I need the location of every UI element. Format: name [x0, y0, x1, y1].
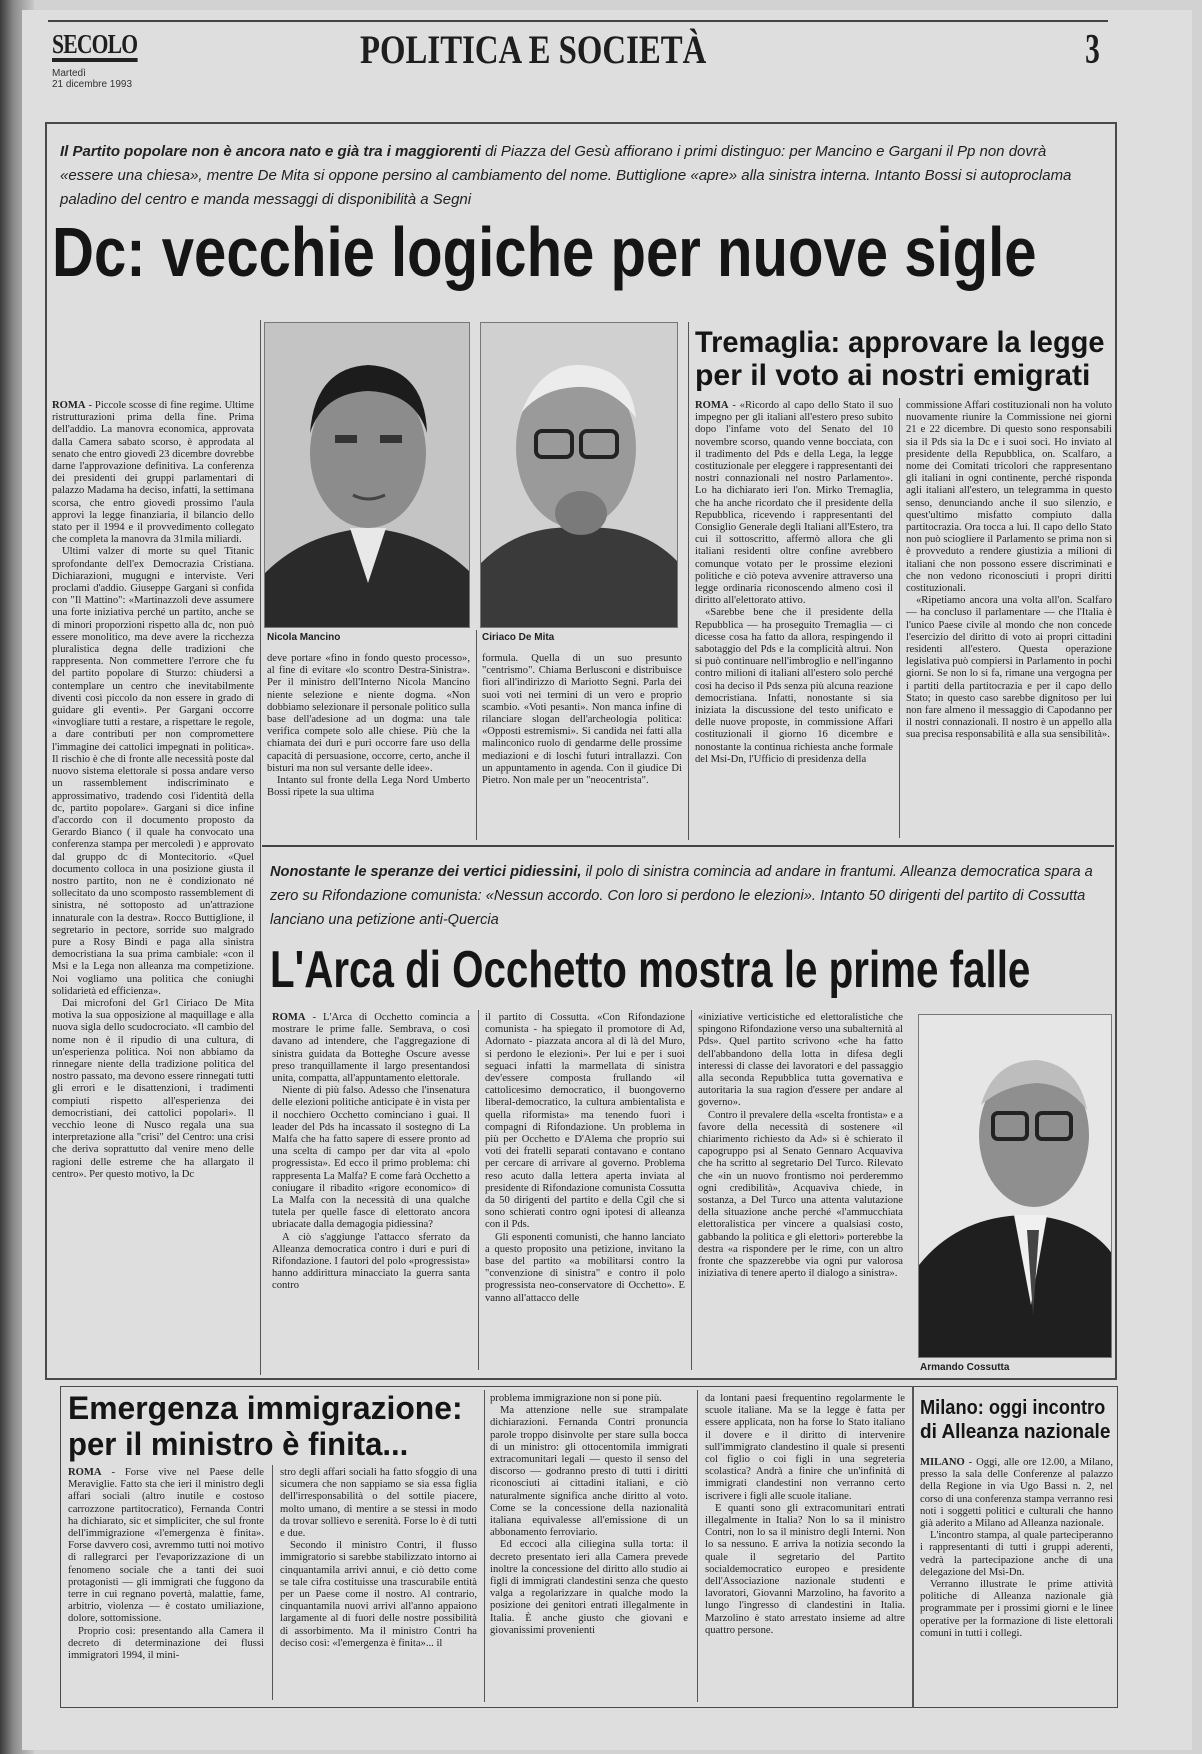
paragraph: Secondo il ministro Contri, il flusso immigratorio si sarebbe stabilizzato intorno ai cinquantamila arrivi annui, e ciò detto come se tale cifra costituisse una trascurabile entità per un Paese come il nostro. Al contrario, cinquantamila nuovi arrivi all'anno appaiono largamente al di fuori delle nostre possibilità di assorbimento. Ma il ministro Contri ha deciso così: «l'emergenza è finita»... il — [280, 1540, 477, 1649]
paragraph: il partito di Cossutta. «Con Rifondazione comunista - ha spiegato il promotore di Ad, Adornato - piazzata ancora al di là del Muro, si perdono le elezioni». Per lui e per i suoi seguaci infatti la marmellata di sinistra dev'essere composta frullando «il cattolicesimo democratico, il buongoverno liberal-democratico, la cultura ambientalista e quella riformista» ma tenendo fuori i compagni di Rifondazione. Un problema in più per Occhetto e D'Alema che proprio sui voti dei fratelli separati contavano e contano per cercare di arrivare al governo. Problema reso acuto dalla lettera aperta inviata al presidente di Rifondazione comunista Cossutta da 50 dirigenti del partito e della Cgil che si sono schierati contro ogni ipotesi di alleanza con il Pds. — [485, 1012, 685, 1231]
occhetto-column-1 — [272, 1012, 470, 1368]
intro-text: il polo di sinistra comincia ad andare in frantumi. Alleanza democratica spara a zero su Rifondazione comunista: «Nessun accordo. Con loro si perdono le elezioni». Intanto 50 dirigenti del partito di Cossutta lanciano una petizione anti-Quercia — [270, 864, 1093, 928]
intro-text: di Piazza del Gesù affiorano i primi distinguo: per Mancino e Gargani il Pp non dovrà «essere una chiesa», mentre De Mita si oppone persino al cambiamento del nome. Buttiglione «apre» alla sinistra interna. Intanto Bossi si autoproclama paladino del centro e manda messaggi di disponibilità a Segni — [60, 143, 1072, 208]
immigrazione-column-3 — [490, 1393, 688, 1697]
paragraph: «Ripetiamo ancora una volta all'on. Scalfaro — ha concluso il parlamentare — che l'Italia è l'unico Paese civile al mondo che non concede l'esercizio del diritto di voto ai propri cittadini residenti all'estero. Questa operazione legislativa può compiersi in Parlamento in pochi giorni. Se non lo si fa, rimane una vergogna per i partiti della partitocrazia e per il capo dello Stato; in questo caso sarebbe dignitoso per lui non fare almeno il messaggio di Capodanno per il nostri connazionali. Il nostro è un appello alla sua precisa responsabilità e alla sua sensibilità». — [906, 595, 1112, 741]
paragraph: Intanto sul fronte della Lega Nord Umberto Bossi ripete la sua ultima — [267, 775, 470, 799]
dateline: ROMA — [52, 400, 86, 411]
dateline: ROMA — [695, 400, 729, 411]
paragraph-text: - L'Arca di Occhetto comincia a mostrare le prime falle. Sembrava, o così davano ad intendere, che l'aggregazione di sinistra guidata da Botteghe Oscure avesse preso tranquillamente il largo presentandosi unita, compatta, all'appuntamento elettorale. — [272, 1012, 470, 1085]
paragraph: E quanti sono gli extracomunitari entrati illegalmente in Italia? Non lo sa il ministro Contri, non lo sa il ministro degli Interni. Non lo sa nessuno. E arriva la notizia secondo la quale il segretario del Partito socialdemocratico europeo e presidente dell'Associazione nazionale studenti e lavoratori, Giovanni Marzolino, ha favorito a lungo l'ingresso di clandestini in Italia. Marzolino è stato arrestato insieme ad altre quattro persone. — [705, 1502, 905, 1636]
dc-article-intro — [60, 140, 1090, 212]
paragraph: Gli esponenti comunisti, che hanno lanciato a questo proposito una petizione, invitano la base del partito «a mobilitarsi contro la "convenzione di sinistra" e contro il polo progressista neo-conservatore di Occhetto». E vanno all'attacco delle — [485, 1231, 685, 1304]
paragraph — [52, 400, 254, 546]
section-rule — [262, 845, 1114, 847]
paragraph: da lontani paesi frequentino regolarmente le scuole italiane. Ma se la legge è fatta per essere applicata, non ha forse lo Stato italiano il dovere e il diritto di intervenire sull'immigrato clandestino il quale si presenti col figlio o coi figli in una segreteria scolastica? Andrà a finire che un'infinità di immigrati clandestini non verranno certo iscrivere i figli alle scuole italiane. — [705, 1393, 905, 1502]
milano-headline — [920, 1396, 1112, 1444]
paragraph: Ma attenzione nelle sue strampalate dichiarazioni. Fernanda Contri pronuncia parole troppo disinvolte per stare sulla bocca di un ministro: gli ottocentomila immigrati extracomunitari legali — questo il senso del discorso — godranno presto di tutti i diritti riconosciuti ai cittadini italiani, e ciò naturalmente significa anche diritto al voto. Come se la concessione della nazionalità italiana equivalesse all'emissione di un abbonamento ferroviario. — [490, 1405, 688, 1539]
paragraph: «Sarebbe bene che il presidente della Repubblica — ha proseguito Tremaglia — ci dicesse cosa ha fatto da allora, respingendo il sabotaggio del Pds e la complicità altrui. Non si può continuare nell'imbroglio e nell'inganno contro milioni di italiani all'estero solo perché così ha deciso il Pds senza più alcuna reazione democristiana. Infatti, nonostante si sia iniziata la discussione del testo unificato e delle nuove proposte, in commissione Affari costituzionali il giorno 16 dicembre e nonostante la continua richiesta anche formale del Msi-Dn, l'Ufficio di presidenza della — [695, 607, 893, 765]
column-divider — [899, 398, 900, 838]
paragraph-text: - Piccole scosse di fine regime. Ultime ristrutturazioni prima della fine. Prima dell'addio. La manovra economica, approvata dalla Camera sabato scorso, è approdata al senato che entro giovedì 23 dicembre dovrebbe darne l'approvazione definitiva. La conferenza dei presidenti dei gruppi parlamentari di palazzo Madama ha deciso, infatti, la settimana scorsa, che entro giovedì prossimo l'aula approvi la legge finanziaria, il bilancio dello stato per il 1994 e il provvedimento collegato che completa la manovra da 31mila miliardi. — [52, 400, 254, 546]
dateline: MILANO — [920, 1457, 965, 1468]
weekday: Martedì — [52, 68, 86, 79]
paragraph: problema immigrazione non si pone più. — [490, 1393, 662, 1404]
tremaglia-column-2 — [906, 400, 1112, 838]
dc-column-1 — [52, 400, 254, 1360]
column-divider — [912, 1386, 914, 1708]
paragraph — [920, 1457, 1113, 1530]
paragraph — [695, 400, 893, 607]
occhetto-headline-wrap — [270, 940, 1070, 1000]
portrait-image — [481, 323, 678, 628]
dateline: ROMA — [272, 1012, 306, 1023]
newspaper-logo: SECOLO — [52, 30, 137, 62]
column-divider — [260, 320, 261, 1375]
intro-lead: Nonostante le speranze dei vertici pidiessini, — [270, 864, 582, 880]
paragraph: Contro il prevalere della «scelta frontista» e a favore della necessità di sostenere «il chiarimento richiesto da Ad» si è schierato il capogruppo psi al Senato Gennaro Acquaviva che ha scritto al segretario Del Turco. Rilevato che «in un nuovo frontismo noi perderemmo ogni credibilità», Acquaviva chiede, in sostanza, a Del Turco una attenta valutazione della situazione anche perché «l'ammucchiata elettoralistica per vincere a qualsiasi costo, gabbando la politica e gli elettori» porterebbe la destra «a rispondere per le rime, con un altro fronte che spazzerebbe via ogni pur valorosa iniziativa di tenere aperto il dialogo a sinistra». — [698, 1109, 903, 1280]
photo-caption: Armando Cossutta — [920, 1362, 1010, 1373]
dc-column-2 — [267, 653, 470, 837]
photo-caption: Nicola Mancino — [267, 632, 341, 643]
headline-line: per il voto ai nostri emigrati — [695, 359, 1091, 392]
dc-headline: Dc: vecchie logiche per nuove sigle — [52, 213, 1037, 291]
portrait-image — [919, 1015, 1112, 1358]
occhetto-column-2 — [485, 1012, 685, 1368]
paragraph: Verranno illustrate le prime attività politiche di Alleanza nazionale già programmate per i prossimi giorni e le linee operative per la formazione di liste elettorali comuni in tutti i collegi. — [920, 1579, 1113, 1639]
column-divider — [688, 322, 689, 840]
page-number: 3 — [1085, 27, 1100, 73]
top-rule — [48, 20, 1108, 22]
paragraph: Ed eccoci alla ciliegina sulla torta: il decreto presentato ieri alla Camera prevede inoltre la concessione del diritto allo studio ai figli di immigrati clandestini senza che questo valga a regolarizzare in qualche modo la posizione dei genitori entrati illegalmente in Italia. È anche giusto che giovani e giovanissimi provenienti — [490, 1539, 688, 1636]
immigrazione-column-2 — [280, 1467, 477, 1697]
paragraph: Proprio così: presentando alla Camera il decreto di determinazione dei flussi immigratori 1994, il mini- — [68, 1625, 264, 1662]
dc-column-3 — [482, 653, 682, 837]
paragraph: Dai microfoni del Gr1 Ciriaco De Mita motiva la sua opposizione al maquillage e alla nuova sigla dello scudocrociato. «Il cambio del nome non è il ripudio di una cultura, di un'esperienza politica. Noi non abbiamo da rinnegare niente della tradizione politica del nostro passato, ma devono essere rinnegati tutti gli errori e le disattenzioni, i tradimenti compiuti rispetto all'esperienza dei democristiani, dei cattolici popolari». Il vecchio leone di Nusco regala una sua interpretazione alla "crisi" del Centro: una crisi che deriva soprattutto dal venire meno delle ragioni delle estreme che ha allargato il centro». Per questo motivo, la Dc — [52, 997, 254, 1180]
photo-nicola-mancino — [264, 322, 470, 628]
paragraph: commissione Affari costituzionali non ha voluto nuovamente riunire la Commissione nei giorni 21 e 22 dicembre. Di questo sono responsabili sia il Pds sia la Dc e i suoi soci. Ho inviato al presidente della Repubblica, on. Scalfaro, a nome dei Comitati tricolori che rappresentano gli italiani in ogni continente, perché risponda agli italiani all'estero, un telegramma in questo senso, denunciando anche il suo silenzio, e quest'ultimo misfatto compiuto dalla partitocrazia. Ora tocca a lui. Il capo dello Stato non può sciogliere il Parlamento se prima non si è provveduto a rendere giustizia a milioni di italiani che non possono essere discriminati e che non vedono riconosciuti i propri diritti costituzionali. — [906, 400, 1112, 595]
paragraph: Niente di più falso. Adesso che l'insenatura delle elezioni politiche anticipate è in vista per il nocchiero Occhetto cominciano i guai. Il leader del Pds ha incassato il sostegno di La Malfa che ha fatto sapere di essere pronto ad una scelta di campo per dar vita al «polo progressista». Ed ecco il primo problema: chi rappresenta La Malfa? E come farà Occhetto a coniugare il ribadito «rigore economico» di La Malfa con la necessità di una qualche tutela per quelle fasce di elettorato ancora ubriacate dalla demagogia pidiessina? — [272, 1085, 470, 1231]
tremaglia-headline — [695, 326, 1110, 392]
headline-line: per il ministro è finita... — [68, 1426, 409, 1462]
paragraph: deve portare «fino in fondo questo processo», al fine di evitare «lo scontro Destra-Sinistra». Per il ministro dell'Interno Nicola Mancino niente selezione e niente dogma. «Non dobbiamo selezionare il personale politico sulla base dell'adesione ad un dogma: una tale verifica compete solo alle chiese. Più che la chiamata dei duri e puri occorre fare uso della capacità di persuasione, occorre, certo, anche il bisturi ma non sul versante delle idee». — [267, 653, 470, 774]
issue-date — [52, 68, 132, 90]
portrait-image — [265, 323, 470, 628]
column-divider — [478, 1010, 479, 1370]
paragraph: A ciò s'aggiunge l'attacco sferrato da Alleanza democratica contro i duri e puri di Rifondazione. I fautori del polo «progressista» hanno addirittura minacciato la guerra santa contro — [272, 1231, 470, 1292]
column-divider — [476, 630, 477, 840]
photo-ciriaco-de-mita — [480, 322, 678, 628]
occhetto-intro — [270, 860, 1110, 932]
column-divider — [691, 1010, 692, 1370]
column-divider — [697, 1390, 698, 1702]
immigrazione-headline — [68, 1390, 473, 1462]
paragraph-text: - «Ricordo al capo dello Stato il suo impegno per gli italiani all'estero preso subito dopo l'infame voto del Senato del 10 novembre scorso, quando venne bocciata, con il tradimento del Pds e della Lega, la legge costituzionale per eleggere i rappresentanti dei nostri connazionali nel nostro Parlamento». Lo ha dichiarato ieri l'on. Mirko Tremaglia, che ha anche ricordato che il presidente della Repubblica, ricevendo i rappresentanti del Consiglio Generale degli Italiani all'Estero, tra cui il sottoscritto, affermò allora che gli italiani residenti oltre confine avrebbero comunque votato per le prossime elezioni politiche e ciò poteva avvenire attraverso una legge ordinaria riconoscendo almeno così il diritto all'elettorato attivo. — [695, 400, 893, 607]
paragraph: Ultimi valzer di morte su quel Titanic sprofondante dell'ex Democrazia Cristiana. Dichiarazioni, mugugni e interviste. Veri proclami d'addio. Giuseppe Gargani si confida con "Il Mattino": «Martinazzoli deve assumere una forte iniziativa perché un partito, anche se di minori proporzioni rispetto alla dc, non può essere monolitico, ma deve avere la ricchezza pluralistica degna delle tradizioni che rappresenta. Non commettere l'errore che fu del partito popolare di Sturzo: chiudersi a contemplare un centro che inevitabilmente diventi così piccolo da non essere in grado di guidare gli eventi». Per Gargani occorre «invogliare tutti a restare, a rispettare le regole, a dare contributi per non compromettere l'immagine dei cattolici impegnati in politica». Il rischio è che di fronte alle necessità poste dal nuovo sistema elettorale si possa andare verso un rassemblement indiscriminato e approssimativo, tradendo così l'identità della dc, partito popolare». Gargani si dice infine d'accordo con il documento proposto da Gerardo Bianco ( il quale ha convocato una conferenza stampa per mercoledì ) e approvato dal gruppo dc di Montecitorio. «Quel documento colloca in una posizione giusta il nostro partito, non ne è condizionato né sollecitato da uno scomposto rassemblement di sinistra, né sottoposto ad un'attrazione innaturale con la destra». Rocco Buttiglione, il segretario in pectore, sorride suo malgrado pure a Rosy Bindi e paga alla sinistra democristiana la sua prima cambiale: «con il Msi e la Lega non alleanza ma competizione. Noi vogliamo una politica che coniughi solidarietà ed efficienza». — [52, 546, 254, 997]
immigrazione-column-4 — [705, 1393, 905, 1697]
occhetto-headline: L'Arca di Occhetto mostra le prime falle — [270, 941, 1031, 999]
intro-lead: Il Partito popolare non è ancora nato e già tra i maggiorenti — [60, 143, 481, 160]
paragraph: «iniziative verticistiche ed elettoralistiche che spingono Rifondazione verso una subalternità al Pds». Quel partito scrivono «che ha fatto dell'abbandono della lotta in difesa degli interessi di classe dei lavoratori e del passaggio alla seconda Repubblica tutta governativa e autoritaria la sua ragion d'essere per andare al governo». — [698, 1012, 903, 1109]
paragraph-text: - Oggi, alle ore 12.00, a Milano, presso la sala delle Conferenze al palazzo della Regione in via Ugo Bassi n. 2, nel corso di una conferenza stampa verranno resi noti i soggetti politici e culturali che hanno già aderito a Milano ad Alleanza nazionale. — [920, 1457, 1113, 1530]
immigrazione-column-1 — [68, 1467, 264, 1697]
dc-headline-wrap — [52, 212, 1052, 298]
headline-line: Milano: oggi incontro — [920, 1397, 1106, 1419]
paragraph: formula. Quella di un suo presunto "centrismo". Chiama Berlusconi e distribuisce fiori all'indirizzo di Mariotto Segni. Parla dei suoi voti nei termini di un vero e proprio scambio. «Voti pesanti». Non manca infine di rilanciare slogan dell'archeologia politica: «Opposti estremismi». Si candida nei fatti alla malinconico ruolo di gendarme delle prossime mediazioni e di loschi futuri intrallazzi. Con un appuntamento in agenda. Con il giudice Di Pietro. Non male per un "neocentrista". — [482, 653, 682, 787]
column-divider — [272, 1465, 273, 1700]
column-divider — [484, 1390, 485, 1702]
headline-line: Emergenza immigrazione: — [68, 1390, 463, 1426]
paragraph-text: - Forse vive nel Paese delle Meraviglie. Fatto sta che ieri il ministro degli affari sociali (altro inutile e costoso carrozzone partitocratico), Fernanda Contri ha dichiarato, sic et simpliciter, che sul fronte dell'immigrazione «l'emergenza è finita». Forse davvero così, avremmo tutti noi motivo di rallegrarci per l'evaporizzazione di un fenomeno sociale che a tanti dei suoi protagonisti — gli immigrati che fuggono da terre in cui regnano povertà, malattie, fame, arbitrio, violenza — è costato umiliazione, dolore, sottomissione. — [68, 1467, 264, 1625]
photo-caption: Ciriaco De Mita — [482, 632, 555, 643]
date: 21 dicembre 1993 — [52, 79, 133, 90]
section-title: POLITICA E SOCIETÀ — [360, 27, 707, 72]
paragraph: L'incontro stampa, al quale parteciperanno i rappresentanti di tutti i gruppi aderenti, vedrà la partecipazione anche di una delegazione del Msi-Dn. — [920, 1530, 1113, 1578]
paragraph: stro degli affari sociali ha fatto sfoggio di una sicumera che non sappiamo se sia essa figlia dell'irresponsabilità o del sottile piacere, molto umano, di mentire a se stessi in modo da trovar sollievo e serenità. Forse lo è di tutti e due. — [280, 1467, 477, 1540]
dateline: ROMA — [68, 1467, 102, 1478]
headline-line: Tremaglia: approvare la legge — [695, 326, 1105, 359]
milano-column — [920, 1457, 1113, 1697]
paragraph — [272, 1012, 470, 1085]
tremaglia-column-1 — [695, 400, 893, 838]
paragraph — [68, 1467, 264, 1626]
occhetto-column-3 — [698, 1012, 903, 1368]
headline-line: di Alleanza nazionale — [920, 1421, 1111, 1443]
photo-armando-cossutta — [918, 1014, 1112, 1358]
